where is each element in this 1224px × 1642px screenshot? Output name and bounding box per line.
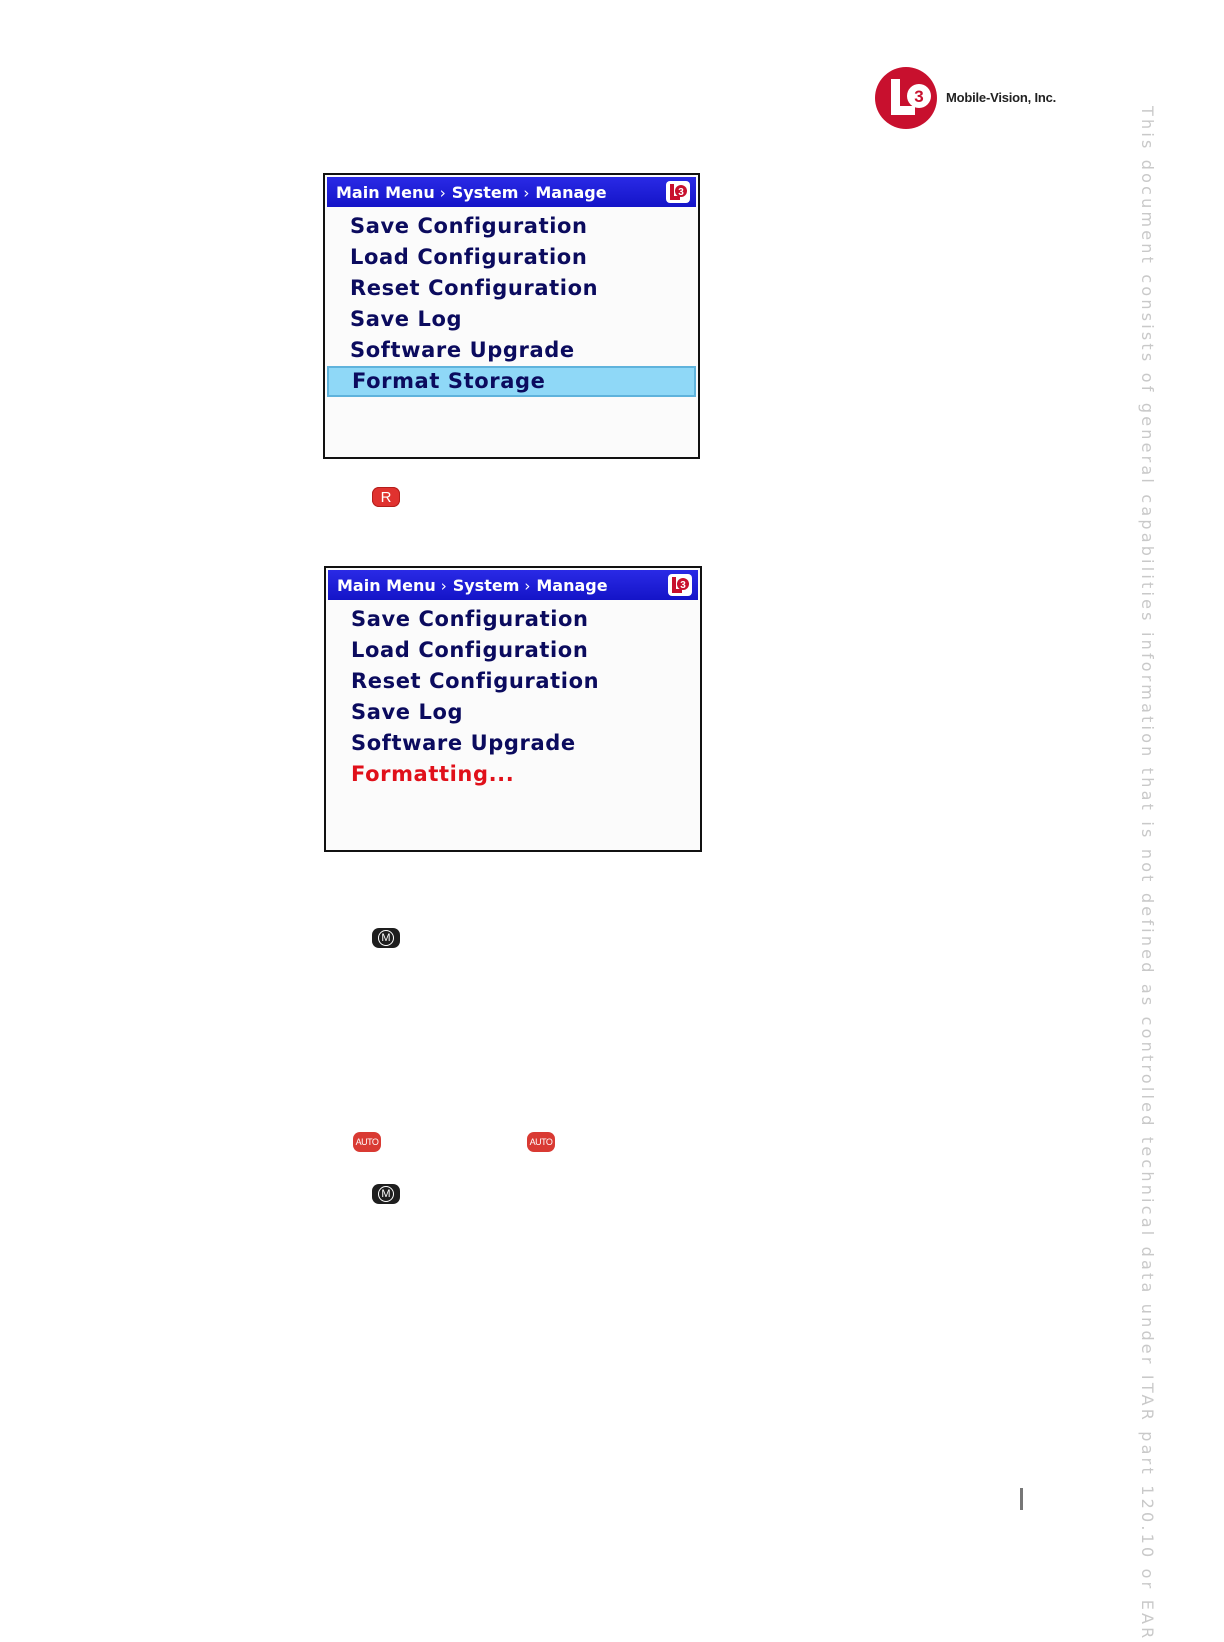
breadcrumb-manage: Manage: [535, 182, 607, 202]
menu-item-load-configuration[interactable]: Load Configuration: [351, 638, 589, 662]
menu-item-save-log[interactable]: Save Log: [351, 700, 464, 724]
menu-button-label: M: [378, 930, 394, 946]
svg-text:3: 3: [680, 580, 686, 591]
l3-logo-icon: [874, 66, 938, 130]
chevron-right-icon: ›: [524, 577, 531, 595]
menu-item-software-upgrade[interactable]: Software Upgrade: [350, 338, 575, 362]
page-divider: [1020, 1488, 1023, 1510]
menu-item-reset-configuration[interactable]: Reset Configuration: [351, 669, 600, 693]
device-screen-formatting: [324, 566, 702, 852]
formatting-status: Formatting...: [351, 762, 515, 786]
record-button-icon: R: [372, 487, 400, 507]
manage-menu-list: [325, 211, 698, 397]
l3-badge-icon: [666, 181, 690, 203]
menu-button-icon: [372, 1184, 400, 1204]
menu-item-reset-configuration[interactable]: Reset Configuration: [350, 276, 599, 300]
export-control-notice: This document consists of general capabilities information that is not defined as controlled technical data under ITAR part 120.10 or EAR: [1138, 106, 1157, 1642]
breadcrumb: [327, 177, 696, 207]
menu-button-icon: [372, 928, 400, 948]
menu-item-save-configuration[interactable]: Save Configuration: [350, 214, 588, 238]
menu-item-format-storage[interactable]: Format Storage: [327, 366, 696, 397]
breadcrumb-system[interactable]: System: [452, 575, 520, 595]
menu-button-label: M: [378, 1186, 394, 1202]
menu-item-save-configuration[interactable]: Save Configuration: [351, 607, 589, 631]
breadcrumb-manage: Manage: [536, 575, 608, 595]
chevron-right-icon: ›: [523, 184, 530, 202]
auto-button-icon: AUTO: [353, 1132, 381, 1152]
menu-item-load-configuration[interactable]: Load Configuration: [350, 245, 588, 269]
auto-button-icon: AUTO: [527, 1132, 555, 1152]
menu-item-software-upgrade[interactable]: Software Upgrade: [351, 731, 576, 755]
manage-menu-list: [326, 604, 700, 790]
menu-item-save-log[interactable]: Save Log: [350, 307, 463, 331]
breadcrumb-system[interactable]: System: [451, 182, 519, 202]
svg-text:3: 3: [914, 87, 924, 106]
chevron-right-icon: ›: [440, 577, 447, 595]
l3-badge-icon: [668, 574, 692, 596]
company-name: Mobile-Vision, Inc.: [946, 90, 1057, 105]
breadcrumb: [328, 570, 698, 600]
company-logo: [874, 66, 1074, 130]
device-screen-manage-menu: [323, 173, 700, 459]
svg-text:3: 3: [678, 187, 684, 198]
breadcrumb-main-menu[interactable]: Main Menu: [337, 575, 436, 595]
breadcrumb-main-menu[interactable]: Main Menu: [336, 182, 435, 202]
chevron-right-icon: ›: [439, 184, 446, 202]
